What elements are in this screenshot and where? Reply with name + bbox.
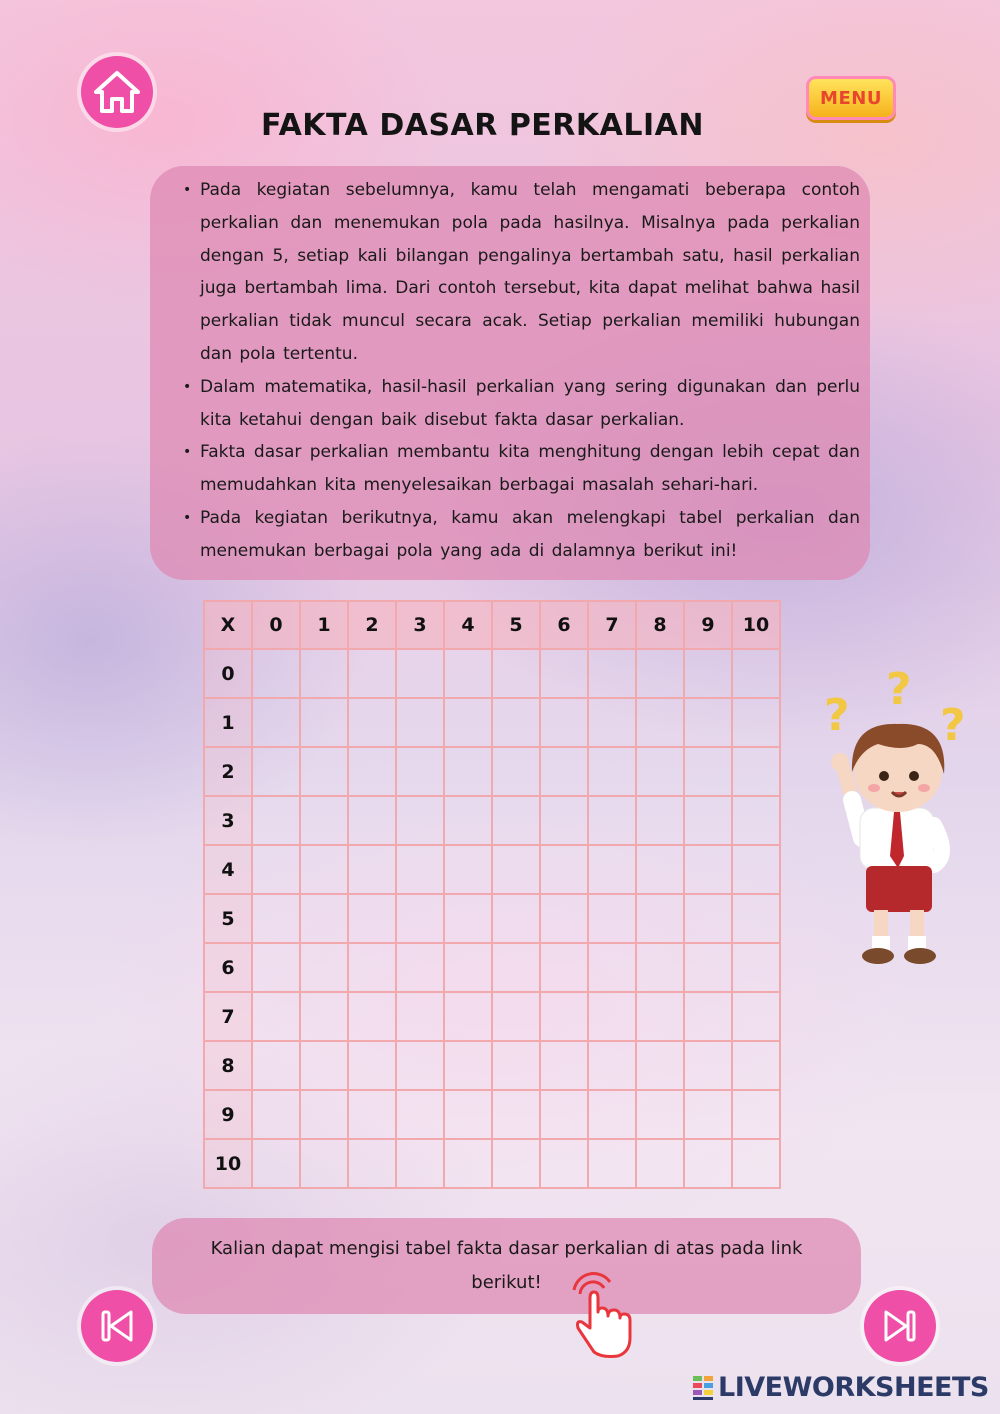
home-icon (93, 70, 141, 114)
table-answer-cell[interactable] (684, 649, 732, 698)
table-answer-cell[interactable] (252, 1139, 300, 1188)
table-column-header: 3 (396, 601, 444, 649)
table-answer-cell[interactable] (396, 796, 444, 845)
table-column-header: 5 (492, 601, 540, 649)
table-answer-cell[interactable] (300, 1090, 348, 1139)
table-answer-cell[interactable] (492, 796, 540, 845)
table-answer-cell[interactable] (396, 747, 444, 796)
table-column-header: 2 (348, 601, 396, 649)
table-answer-cell[interactable] (588, 943, 636, 992)
table-answer-cell[interactable] (588, 894, 636, 943)
table-answer-cell[interactable] (636, 894, 684, 943)
info-bullet: • Pada kegiatan sebelumnya, kamu telah mengamati beberapa contoh perkalian dan menemukan pola pada hasilnya. Misalnya pada perkalian dengan 5, setiap kali bilangan pengalinya bertambah satu, hasil perkalian juga bertambah lima. Dari contoh tersebut, kita dapat melihat bahwa hasil perkalian tidak muncul secara acak. Setiap perkalian memiliki hubungan dan pola tertentu. (200, 174, 860, 371)
table-answer-cell[interactable] (396, 1139, 444, 1188)
table-answer-cell[interactable] (300, 894, 348, 943)
table-row (204, 943, 780, 992)
table-answer-cell[interactable] (252, 1041, 300, 1090)
table-answer-cell[interactable] (348, 1041, 396, 1090)
liveworksheets-logo-icon (692, 1375, 714, 1401)
table-answer-cell[interactable] (636, 1090, 684, 1139)
table-answer-cell[interactable] (636, 698, 684, 747)
table-answer-cell[interactable] (636, 943, 684, 992)
table-row-header: 4 (204, 845, 252, 894)
table-answer-cell[interactable] (588, 1139, 636, 1188)
home-button[interactable] (81, 56, 153, 128)
info-bullet: • Dalam matematika, hasil-hasil perkalian yang sering digunakan dan perlu kita ketahui dengan baik disebut fakta dasar perkalian. (200, 371, 860, 437)
table-row-header: 2 (204, 747, 252, 796)
table-answer-cell[interactable] (732, 698, 780, 747)
table-answer-cell[interactable] (444, 1139, 492, 1188)
table-answer-cell[interactable] (492, 1041, 540, 1090)
table-answer-cell[interactable] (444, 698, 492, 747)
table-answer-cell[interactable] (684, 1041, 732, 1090)
table-row (204, 698, 780, 747)
table-row-header: 5 (204, 894, 252, 943)
table-answer-cell[interactable] (636, 992, 684, 1041)
table-answer-cell[interactable] (492, 992, 540, 1041)
table-row (204, 845, 780, 894)
brand-name: LIVEWORKSHEETS (718, 1372, 989, 1403)
table-row-header: 6 (204, 943, 252, 992)
table-answer-cell[interactable] (252, 992, 300, 1041)
table-answer-cell[interactable] (588, 845, 636, 894)
table-answer-cell[interactable] (492, 747, 540, 796)
table-answer-cell[interactable] (396, 1041, 444, 1090)
table-answer-cell[interactable] (252, 1090, 300, 1139)
table-answer-cell[interactable] (732, 1139, 780, 1188)
table-answer-cell[interactable] (252, 747, 300, 796)
table-row (204, 992, 780, 1041)
table-answer-cell[interactable] (348, 943, 396, 992)
table-answer-cell[interactable] (588, 649, 636, 698)
link-instruction-text: Kalian dapat mengisi tabel fakta dasar perkalian di atas pada link berikut! (210, 1238, 803, 1293)
table-answer-cell[interactable] (684, 943, 732, 992)
table-answer-cell[interactable] (732, 894, 780, 943)
table-answer-cell[interactable] (444, 796, 492, 845)
skip-back-icon (97, 1306, 137, 1346)
previous-page-button[interactable] (81, 1290, 153, 1362)
table-answer-cell[interactable] (684, 747, 732, 796)
table-answer-cell[interactable] (348, 649, 396, 698)
menu-button[interactable]: MENU (806, 76, 896, 120)
table-answer-cell[interactable] (492, 943, 540, 992)
table-answer-cell[interactable] (540, 894, 588, 943)
table-answer-cell[interactable] (348, 1090, 396, 1139)
table-answer-cell[interactable] (732, 1090, 780, 1139)
table-answer-cell[interactable] (348, 1139, 396, 1188)
table-answer-cell[interactable] (588, 796, 636, 845)
table-answer-cell[interactable] (252, 845, 300, 894)
table-row (204, 1090, 780, 1139)
table-answer-cell[interactable] (396, 894, 444, 943)
table-answer-cell[interactable] (540, 992, 588, 1041)
table-answer-cell[interactable] (540, 747, 588, 796)
table-answer-cell[interactable] (300, 649, 348, 698)
table-answer-cell[interactable] (444, 1090, 492, 1139)
table-answer-cell[interactable] (492, 698, 540, 747)
table-answer-cell[interactable] (684, 1090, 732, 1139)
table-answer-cell[interactable] (540, 649, 588, 698)
table-answer-cell[interactable] (300, 747, 348, 796)
table-row-header: 10 (204, 1139, 252, 1188)
table-answer-cell[interactable] (684, 698, 732, 747)
table-column-header: 1 (300, 601, 348, 649)
table-answer-cell[interactable] (300, 698, 348, 747)
svg-text:?: ? (940, 700, 966, 751)
table-answer-cell[interactable] (444, 1041, 492, 1090)
table-answer-cell[interactable] (444, 992, 492, 1041)
info-box (150, 166, 870, 580)
table-row-header: 8 (204, 1041, 252, 1090)
table-answer-cell[interactable] (396, 1090, 444, 1139)
table-row-header: 1 (204, 698, 252, 747)
table-row-header: 3 (204, 796, 252, 845)
table-answer-cell[interactable] (300, 1041, 348, 1090)
info-bullet: • Pada kegiatan berikutnya, kamu akan melengkapi tabel perkalian dan menemukan berbagai pola yang ada di dalamnya berikut ini! (200, 502, 860, 568)
table-answer-cell[interactable] (348, 698, 396, 747)
table-answer-cell[interactable] (444, 747, 492, 796)
table-column-header: 7 (588, 601, 636, 649)
table-row (204, 747, 780, 796)
table-column-header: 9 (684, 601, 732, 649)
table-answer-cell[interactable] (636, 845, 684, 894)
table-answer-cell[interactable] (348, 845, 396, 894)
brand-watermark (692, 1372, 989, 1403)
table-answer-cell[interactable] (444, 894, 492, 943)
table-answer-cell[interactable] (588, 1090, 636, 1139)
table-answer-cell[interactable] (732, 845, 780, 894)
table-column-header: 10 (732, 601, 780, 649)
table-column-header: 4 (444, 601, 492, 649)
table-answer-cell[interactable] (348, 894, 396, 943)
table-answer-cell[interactable] (300, 796, 348, 845)
table-answer-cell[interactable] (636, 747, 684, 796)
table-answer-cell[interactable] (540, 1041, 588, 1090)
table-row (204, 1041, 780, 1090)
table-answer-cell[interactable] (348, 992, 396, 1041)
table-row-header: 9 (204, 1090, 252, 1139)
table-answer-cell[interactable] (684, 796, 732, 845)
table-row (204, 649, 780, 698)
table-answer-cell[interactable] (588, 1041, 636, 1090)
table-answer-cell[interactable] (300, 1139, 348, 1188)
table-row (204, 1139, 780, 1188)
info-bullet: • Fakta dasar perkalian membantu kita menghitung dengan lebih cepat dan memudahkan kita menyelesaikan berbagai masalah sehari-hari. (200, 436, 860, 502)
multiplication-table (203, 600, 781, 1189)
table-answer-cell[interactable] (252, 894, 300, 943)
table-column-header: 8 (636, 601, 684, 649)
table-answer-cell[interactable] (540, 796, 588, 845)
table-answer-cell[interactable] (492, 894, 540, 943)
table-answer-cell[interactable] (540, 1139, 588, 1188)
table-answer-cell[interactable] (540, 943, 588, 992)
page-title: FAKTA DASAR PERKALIAN (261, 108, 704, 143)
table-answer-cell[interactable] (684, 845, 732, 894)
table-column-header: 0 (252, 601, 300, 649)
table-answer-cell[interactable] (636, 796, 684, 845)
table-answer-cell[interactable] (252, 698, 300, 747)
table-answer-cell[interactable] (732, 1041, 780, 1090)
table-answer-cell[interactable] (636, 649, 684, 698)
svg-text:?: ? (886, 664, 912, 715)
table-row (204, 796, 780, 845)
table-answer-cell[interactable] (300, 943, 348, 992)
table-answer-cell[interactable] (444, 943, 492, 992)
table-answer-cell[interactable] (444, 649, 492, 698)
table-answer-cell[interactable] (348, 796, 396, 845)
table-answer-cell[interactable] (396, 649, 444, 698)
table-answer-cell[interactable] (588, 698, 636, 747)
table-answer-cell[interactable] (444, 845, 492, 894)
table-answer-cell[interactable] (540, 698, 588, 747)
table-answer-cell[interactable] (684, 1139, 732, 1188)
table-header-row (204, 601, 780, 649)
table-row-header: 0 (204, 649, 252, 698)
table-row-header: 7 (204, 992, 252, 1041)
table-answer-cell[interactable] (540, 845, 588, 894)
table-answer-cell[interactable] (300, 845, 348, 894)
svg-text:?: ? (824, 690, 850, 741)
table-answer-cell[interactable] (732, 649, 780, 698)
table-answer-cell[interactable] (732, 943, 780, 992)
table-corner-cell: X (204, 601, 252, 649)
table-answer-cell[interactable] (732, 796, 780, 845)
table-answer-cell[interactable] (396, 698, 444, 747)
table-column-header: 6 (540, 601, 588, 649)
table-answer-cell[interactable] (636, 1139, 684, 1188)
table-answer-cell[interactable] (684, 992, 732, 1041)
table-answer-cell[interactable] (396, 845, 444, 894)
table-answer-cell[interactable] (252, 796, 300, 845)
table-answer-cell[interactable] (492, 1090, 540, 1139)
table-answer-cell[interactable] (636, 1041, 684, 1090)
table-answer-cell[interactable] (396, 943, 444, 992)
table-answer-cell[interactable] (684, 894, 732, 943)
table-answer-cell[interactable] (300, 992, 348, 1041)
table-answer-cell[interactable] (732, 747, 780, 796)
table-answer-cell[interactable] (732, 992, 780, 1041)
table-answer-cell[interactable] (588, 992, 636, 1041)
skip-forward-icon (880, 1306, 920, 1346)
table-row (204, 894, 780, 943)
boy-character-illustration (822, 660, 982, 970)
table-answer-cell[interactable] (348, 747, 396, 796)
table-answer-cell[interactable] (492, 845, 540, 894)
table-answer-cell[interactable] (252, 649, 300, 698)
next-page-button[interactable] (864, 1290, 936, 1362)
table-answer-cell[interactable] (492, 1139, 540, 1188)
info-list (150, 174, 860, 568)
table-answer-cell[interactable] (252, 943, 300, 992)
table-answer-cell[interactable] (492, 649, 540, 698)
link-instruction-box (152, 1218, 861, 1314)
table-answer-cell[interactable] (396, 992, 444, 1041)
table-answer-cell[interactable] (540, 1090, 588, 1139)
table-answer-cell[interactable] (588, 747, 636, 796)
tap-hand-icon[interactable] (560, 1268, 640, 1360)
